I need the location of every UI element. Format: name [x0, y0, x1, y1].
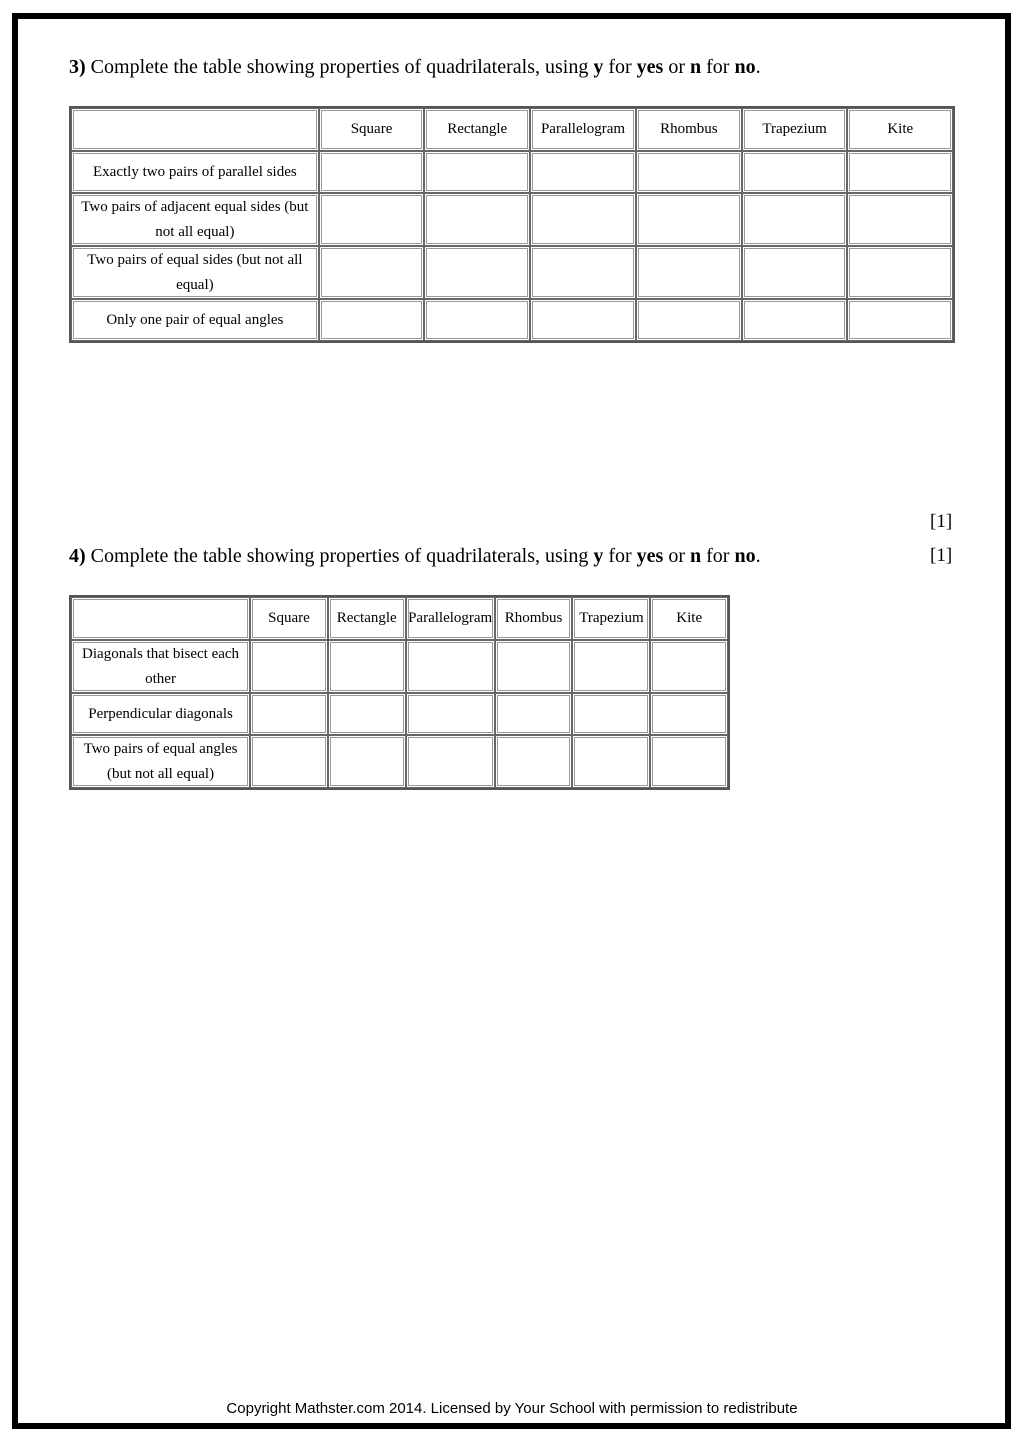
- question-4-prompt: 4) Complete the table showing properties of quadrilaterals, using y for yes or n for no.: [69, 545, 761, 567]
- answer-cell[interactable]: [319, 246, 425, 299]
- question-3-mark: [1]: [930, 511, 953, 532]
- answer-cell[interactable]: [530, 299, 636, 341]
- table-header-row: [71, 108, 953, 151]
- answer-cell[interactable]: [847, 193, 953, 246]
- header-corner: [71, 108, 319, 151]
- table-row: [71, 246, 953, 299]
- question-3-table: [69, 106, 955, 343]
- table-row: [71, 151, 953, 193]
- header-cell: Rhombus: [636, 108, 742, 151]
- header-cell: Rectangle: [328, 597, 406, 640]
- answer-cell[interactable]: [319, 299, 425, 341]
- answer-cell[interactable]: [328, 693, 406, 735]
- header-cell: Parallelogram: [406, 597, 495, 640]
- answer-cell[interactable]: [319, 151, 425, 193]
- answer-cell[interactable]: [424, 299, 530, 341]
- row-label: Only one pair of equal angles: [71, 299, 319, 341]
- answer-cell[interactable]: [742, 151, 848, 193]
- answer-cell[interactable]: [250, 693, 328, 735]
- header-cell: Parallelogram: [530, 108, 636, 151]
- answer-cell[interactable]: [406, 735, 495, 788]
- question-4-mark: [1]: [930, 545, 953, 566]
- row-label: Exactly two pairs of parallel sides: [71, 151, 319, 193]
- answer-cell[interactable]: [319, 193, 425, 246]
- answer-cell[interactable]: [424, 246, 530, 299]
- answer-cell[interactable]: [636, 246, 742, 299]
- answer-cell[interactable]: [742, 246, 848, 299]
- answer-cell[interactable]: [250, 735, 328, 788]
- table-row: [71, 193, 953, 246]
- answer-cell[interactable]: [742, 193, 848, 246]
- header-corner: [71, 597, 250, 640]
- answer-cell[interactable]: [530, 246, 636, 299]
- row-label: Perpendicular diagonals: [71, 693, 250, 735]
- header-cell: Trapezium: [572, 597, 650, 640]
- answer-cell[interactable]: [495, 735, 573, 788]
- table-row: [71, 693, 728, 735]
- header-cell: Rhombus: [495, 597, 573, 640]
- question-number: 3: [69, 56, 79, 78]
- question-number: 4: [69, 545, 79, 567]
- table-row: [71, 299, 953, 341]
- header-cell: Square: [250, 597, 328, 640]
- header-cell: Trapezium: [742, 108, 848, 151]
- answer-cell[interactable]: [406, 693, 495, 735]
- header-cell: Kite: [847, 108, 953, 151]
- row-label: Two pairs of equal sides (but not all equal): [71, 246, 319, 299]
- answer-cell[interactable]: [847, 246, 953, 299]
- copyright-footer: Copyright Mathster.com 2014. Licensed by Your School with permission to redistribute: [226, 1400, 798, 1417]
- answer-cell[interactable]: [495, 640, 573, 693]
- row-label: Diagonals that bisect each other: [71, 640, 250, 693]
- answer-cell[interactable]: [250, 640, 328, 693]
- answer-cell[interactable]: [650, 640, 728, 693]
- answer-cell[interactable]: [328, 640, 406, 693]
- answer-cell[interactable]: [636, 193, 742, 246]
- question-3-prompt: 3) Complete the table showing properties of quadrilaterals, using y for yes or n for no.: [69, 56, 761, 78]
- answer-cell[interactable]: [406, 640, 495, 693]
- table-header-row: [71, 597, 728, 640]
- answer-cell[interactable]: [650, 735, 728, 788]
- answer-cell[interactable]: [636, 299, 742, 341]
- answer-cell[interactable]: [530, 193, 636, 246]
- header-cell: Square: [319, 108, 425, 151]
- answer-cell[interactable]: [495, 693, 573, 735]
- header-cell: Rectangle: [424, 108, 530, 151]
- answer-cell[interactable]: [742, 299, 848, 341]
- answer-cell[interactable]: [572, 693, 650, 735]
- row-label: Two pairs of equal angles (but not all equal): [71, 735, 250, 788]
- answer-cell[interactable]: [572, 640, 650, 693]
- row-label: Two pairs of adjacent equal sides (but not all equal): [71, 193, 319, 246]
- answer-cell[interactable]: [530, 151, 636, 193]
- table-row: [71, 735, 728, 788]
- answer-cell[interactable]: [636, 151, 742, 193]
- answer-cell[interactable]: [650, 693, 728, 735]
- answer-cell[interactable]: [572, 735, 650, 788]
- answer-cell[interactable]: [424, 151, 530, 193]
- answer-cell[interactable]: [847, 151, 953, 193]
- answer-cell[interactable]: [424, 193, 530, 246]
- question-4-table: [69, 595, 730, 790]
- answer-cell[interactable]: [847, 299, 953, 341]
- table-row: [71, 640, 728, 693]
- header-cell: Kite: [650, 597, 728, 640]
- answer-cell[interactable]: [328, 735, 406, 788]
